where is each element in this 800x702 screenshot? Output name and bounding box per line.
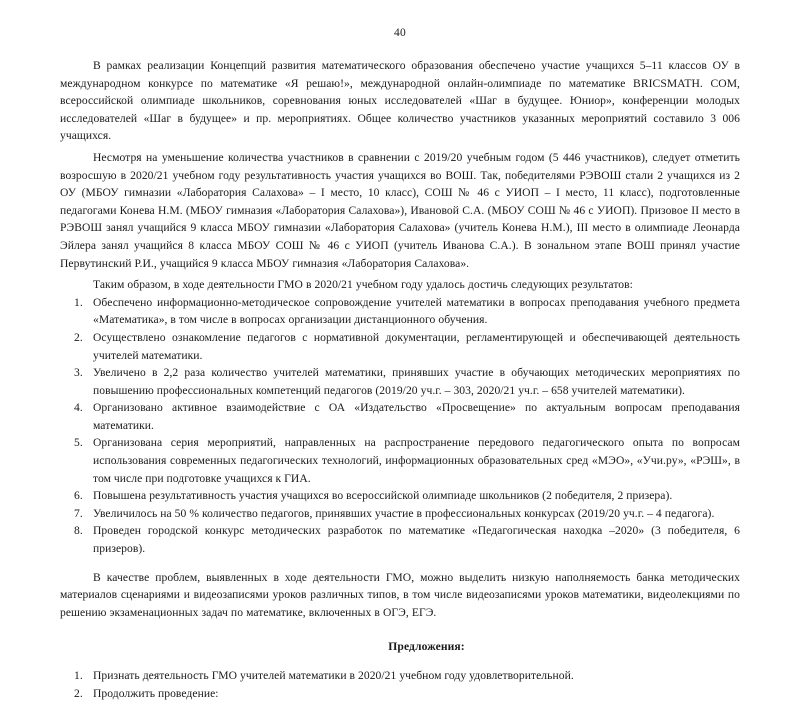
list-item-marker: 1. <box>74 295 83 309</box>
list-item-text: Обеспечено информационно-методическое сопровождение учителей математики в вопросах преподавания учебного предмета «Математика», в том числе в вопросах организации дистанционного обучения. <box>93 295 740 327</box>
list-item <box>60 505 740 523</box>
list-item <box>60 434 740 487</box>
list-item <box>60 685 740 702</box>
results-list <box>60 294 740 558</box>
list-item-text: Признать деятельность ГМО учителей математики в 2020/21 учебном году удовлетворительной. <box>93 669 574 682</box>
list-item-text: Проведен городской конкурс методических разработок по математике «Педагогическая находка –2020» (3 победителя, 6 призеров). <box>93 524 740 556</box>
list-item-marker: 5. <box>74 436 83 450</box>
list-item <box>60 294 740 329</box>
list-item-text: Осуществлено ознакомление педагогов с нормативной документации, регламентирующей и обеспечивающей деятельность учителей математики. <box>93 330 740 362</box>
list-item-marker: 1. <box>74 669 83 682</box>
list-item-text: Организована серия мероприятий, направленных на распространение передового педагогического опыта по вопросам использования современных педагогических технологий, информационных образовательных сред «МЭО», «Учи.ру», «РЭШ», в том числе при подготовке учащихся к ГИА. <box>93 436 740 485</box>
list-item <box>60 399 740 434</box>
list-item-marker: 2. <box>74 686 83 700</box>
page-content <box>0 57 800 702</box>
list-item-marker: 8. <box>74 524 83 538</box>
section-spacer <box>60 558 740 569</box>
list-item-text: Повышена результативность участия учащихся во всероссийской олимпиаде школьников (2 победителя, 2 призера). <box>93 489 673 503</box>
list-item <box>60 487 740 505</box>
proposals-heading: Предложения: <box>388 640 465 654</box>
list-item-marker: 3. <box>74 366 83 380</box>
section-spacer <box>60 656 740 667</box>
list-item-text: Увеличилось на 50 % количество педагогов, принявших участие в профессиональных конкурсах (2019/20 уч.г. – 4 педагога). <box>93 506 715 520</box>
list-item <box>60 522 740 557</box>
list-item <box>60 667 740 685</box>
section-spacer <box>60 621 740 638</box>
list-item-text: Организовано активное взаимодействие с ОА «Издательство «Просвещение» по актуальным вопросам преподавания математики. <box>93 401 740 432</box>
paragraph-results-intro: Таким образом, в ходе деятельности ГМО в 2020/21 учебном году удалось достичь следующих результатов: <box>93 278 633 292</box>
page-number: 40 <box>394 27 406 39</box>
list-item-text: Увеличено в 2,2 раза количество учителей математики, принявших участие в обучающих методических мероприятиях по повышению профессиональных компетенций педагогов (2019/20 уч.г. – 303, 2020/21 уч.г. – 658 учителей математики). <box>93 366 740 397</box>
proposals-list <box>60 667 740 702</box>
list-item-marker: 7. <box>74 506 83 520</box>
list-item <box>60 329 740 364</box>
list-item-marker: 4. <box>74 401 83 415</box>
paragraph-problems: В качестве проблем, выявленных в ходе деятельности ГМО, можно выделить низкую наполняемость банка методических материалов сценариями и видеозаписями уроков различных типов, в том числе видеозаписями уроков математики, видеолекциями по решению экзаменационных задач по математике, включенных в ОГЭ, ЕГЭ. <box>60 570 740 619</box>
list-item-text: Продолжить проведение: <box>93 686 219 700</box>
paragraph-olympiad-results: Несмотря на уменьшение количества участников в сравнении с 2019/20 учебным годом (5 446 участников), следует отметить возросшую в 2020/21 учебном году результативность участия учащихся во ВОШ. Так, победителями РЭВОШ стали 2 учащихся из 2 ОУ (МБОУ гимназии «Лаборатория Салахова» – I место, 10 класс), СОШ № 46 с УИОП – I место, 11 класс), подготовленные педагогами Конева Н.М. (МБОУ гимназия «Лаборатория Салахова»), Ивановой С.А. (МБОУ СОШ № 46 с УИОП). Призовое II место в РЭВОШ занял учащийся 9 класса МБОУ гимназии «Лаборатория Салахова» (учитель Конева Н.М.), III место в олимпиаде Леонарда Эйлера занял учащийся 8 класса МБОУ СОШ № 46 с УИОП (учитель Иванова С.А.). В зональном этапе ВОШ принял участие Первутинский Р.И., учащийся 9 класса МБОУ гимназия «Лаборатория Салахова». <box>60 150 740 270</box>
paragraph-participation-overview: В рамках реализации Концепций развития математического образования обеспечено участие учащихся 5–11 классов ОУ в международном конкурсе по математике «Я решаю!», международной онлайн-олимпиаде по математике BRICSMATH. COM, всероссийской олимпиаде школьников, соревнования юных исследователей «Шаг в будущее. Юниор», конференции молодых исследователей «Шаг в будущее» и пр. мероприятиях. Общее количество участников указанных мероприятий составило 3 006 учащихся. <box>60 59 740 143</box>
list-item <box>60 364 740 399</box>
list-item-marker: 2. <box>74 330 83 344</box>
list-item-marker: 6. <box>74 489 83 503</box>
